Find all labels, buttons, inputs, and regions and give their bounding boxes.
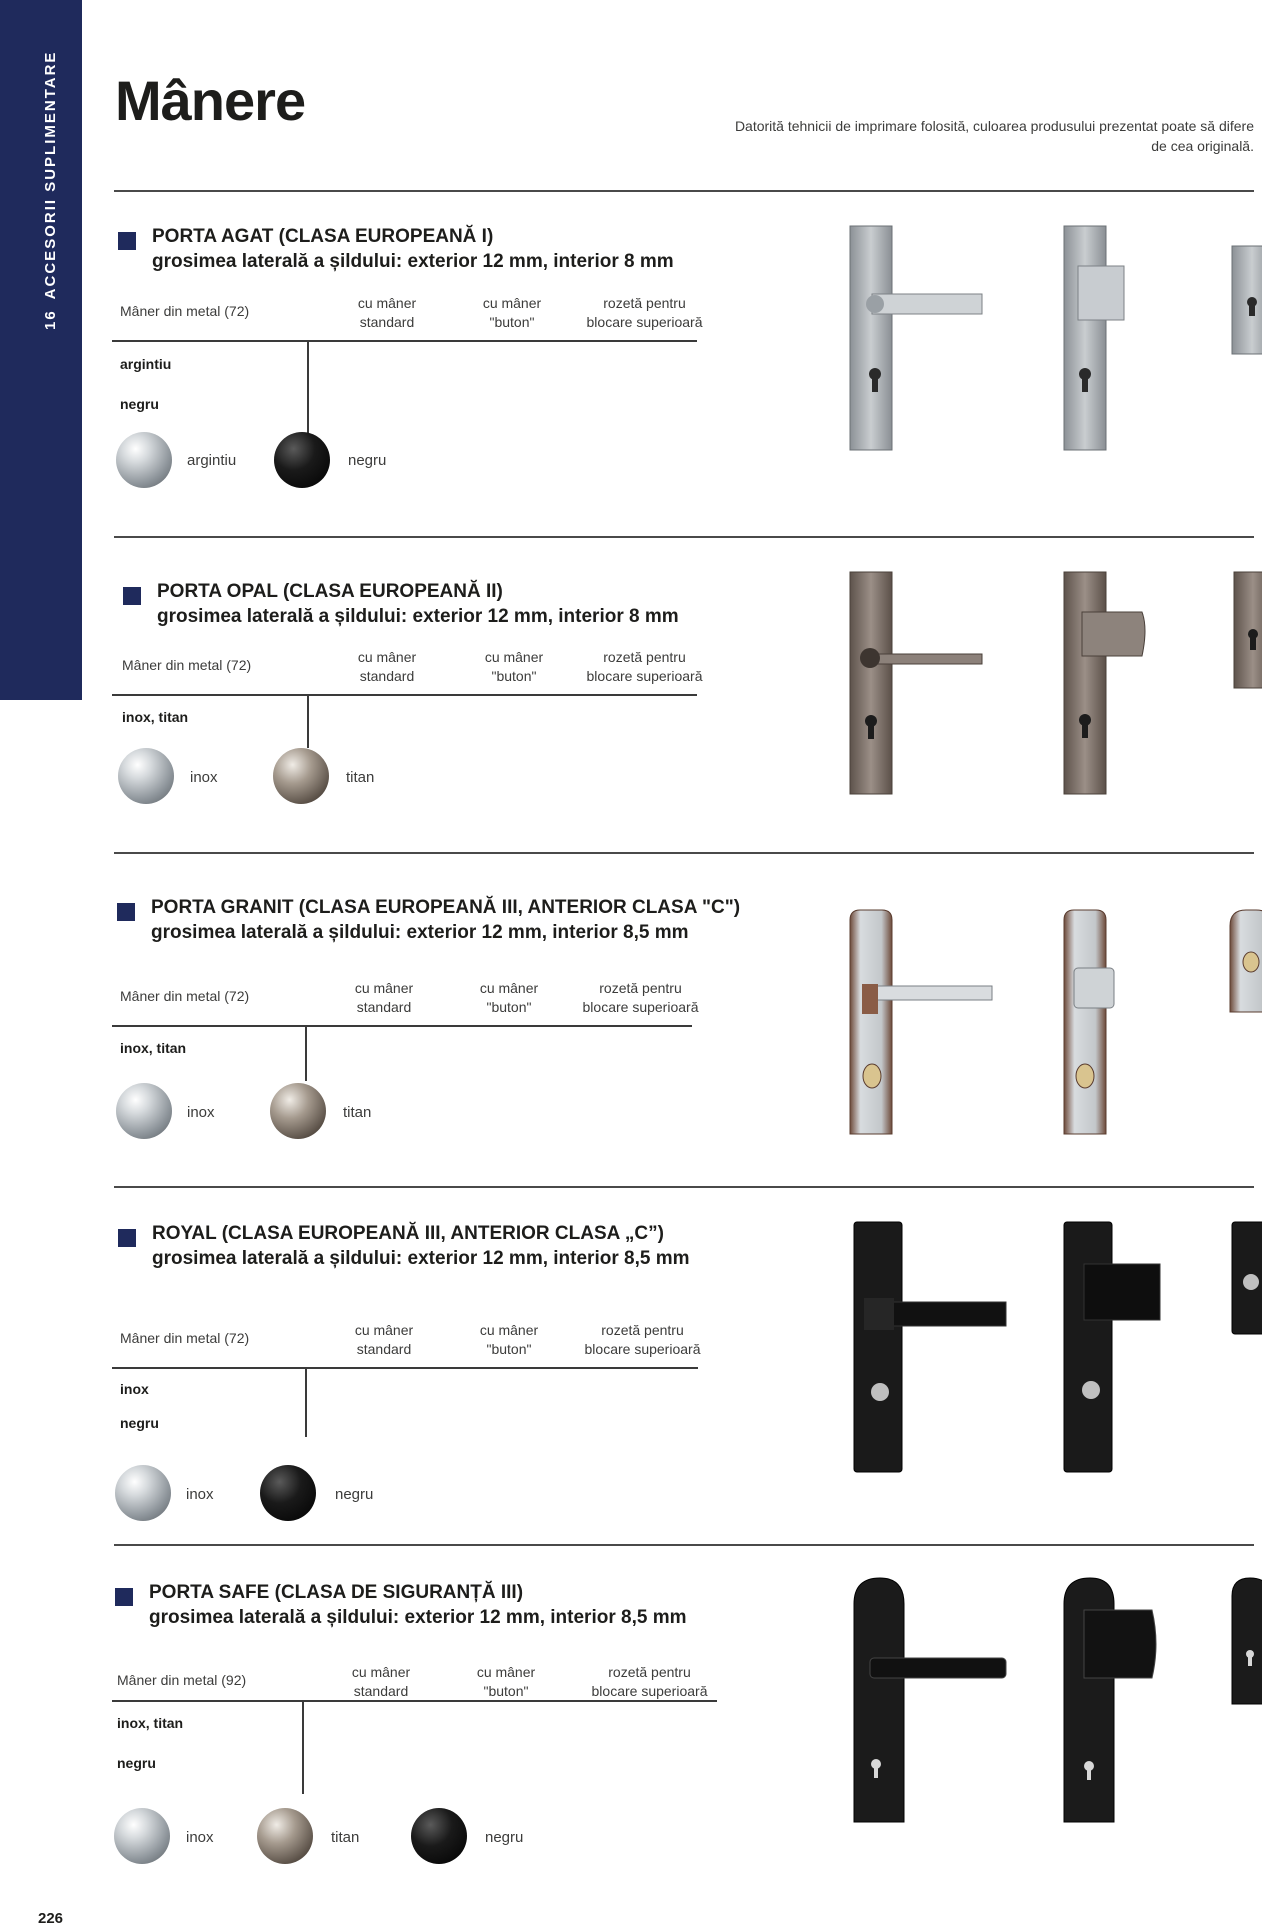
col-rozeta-line2: blocare superioară [584, 1341, 701, 1357]
col-rozeta-line1: rozetă pentru [608, 1664, 691, 1680]
print-color-notice: Datorită tehnicii de imprimare folosită, culoarea produsului prezentat poate să difere de cea originală. [734, 118, 1254, 154]
handle-images-porta-agat [842, 222, 1262, 458]
col-rozeta-line1: rozetă pentru [603, 649, 686, 665]
col-buton [462, 294, 562, 332]
swatch-label: negru [485, 1829, 524, 1846]
handle-images-porta-opal [842, 568, 1262, 798]
section-marker [115, 1588, 133, 1606]
col-rozeta [560, 1321, 725, 1359]
escutcheon-plate [854, 1578, 904, 1822]
knob-handle [1074, 968, 1114, 1008]
col-rozeta [562, 294, 727, 332]
col-buton [456, 1663, 556, 1701]
keyhole-slot [1087, 1768, 1091, 1780]
handle-images-porta-safe [846, 1574, 1262, 1826]
col-standard-line2: standard [356, 1341, 412, 1357]
keyhole-slot [874, 1766, 878, 1778]
swatch-inox [118, 748, 174, 804]
table-column-rule [305, 1025, 307, 1081]
section-marker [118, 1229, 136, 1247]
swatch-black [411, 1808, 467, 1864]
swatch-inox [115, 1465, 171, 1521]
col-buton-line1: cu mâner [479, 1322, 539, 1338]
lever-rose [864, 1298, 894, 1330]
keyhole-slot [1249, 304, 1255, 316]
swatch-label: inox [186, 1829, 214, 1846]
col-standard [337, 648, 437, 686]
chapter-number: 16 [42, 309, 59, 330]
material-label: Mâner din metal (72) [120, 303, 250, 319]
col-standard [337, 294, 437, 332]
product-subtitle: grosimea laterală a șildului: exterior 12 mm, interior 8 mm [152, 251, 674, 272]
knob-handle [1084, 1610, 1156, 1678]
escutcheon-plate [1064, 572, 1106, 794]
escutcheon-plate [1064, 1222, 1112, 1472]
section-marker [117, 903, 135, 921]
col-rozeta [562, 648, 727, 686]
col-rozeta-line1: rozetă pentru [599, 980, 682, 996]
swatch-titan [257, 1808, 313, 1864]
divider [114, 190, 1254, 192]
col-standard-line2: standard [359, 314, 415, 330]
standard-lever [864, 654, 982, 664]
col-standard-line1: cu mâner [354, 980, 414, 996]
col-standard-line1: cu mâner [354, 1322, 414, 1338]
col-standard-line1: cu mâner [357, 649, 417, 665]
swatch-titan [273, 748, 329, 804]
finish-row: inox, titan [122, 709, 189, 725]
divider [114, 852, 1254, 854]
section-marker [118, 232, 136, 250]
col-buton-line2: "buton" [486, 1341, 532, 1357]
escutcheon-plate [1064, 910, 1106, 1134]
product-title: PORTA AGAT (CLASA EUROPEANĂ I) [152, 226, 494, 247]
keyhole-icon [1243, 1274, 1259, 1290]
col-standard-line2: standard [356, 999, 412, 1015]
keyhole-slot [1082, 722, 1088, 738]
divider [114, 1186, 1254, 1188]
standard-lever [870, 1658, 1006, 1678]
finish-row: negru [117, 1755, 156, 1771]
table-rule [112, 340, 697, 342]
keyhole-slot [1250, 636, 1256, 650]
swatch-black [260, 1465, 316, 1521]
product-title: PORTA GRANIT (CLASA EUROPEANĂ III, ANTERIOR CLASA "C") [151, 897, 741, 918]
swatch-inox [114, 1808, 170, 1864]
col-buton [459, 979, 559, 1017]
product-subtitle: grosimea laterală a șildului: exterior 12 mm, interior 8 mm [157, 606, 679, 627]
security-rosette [1232, 1578, 1262, 1704]
col-standard-line1: cu mâner [351, 1664, 411, 1680]
material-label: Mâner din metal (72) [120, 988, 250, 1004]
col-buton-line1: cu mâner [484, 649, 544, 665]
swatch-label: negru [348, 452, 387, 469]
lever-rose [862, 984, 878, 1014]
finish-row: inox, titan [120, 1040, 187, 1056]
col-rozeta-line2: blocare superioară [582, 999, 699, 1015]
divider [114, 536, 1254, 538]
escutcheon-plate [850, 910, 892, 1134]
col-standard-line2: standard [353, 1683, 409, 1699]
swatch-label: titan [346, 769, 375, 786]
lever-rose [866, 295, 884, 313]
col-rozeta-line2: blocare superioară [591, 1683, 708, 1699]
table-column-rule [305, 1367, 307, 1437]
lever-rose [860, 648, 880, 668]
col-standard [331, 1663, 431, 1701]
col-rozeta-line1: rozetă pentru [601, 1322, 684, 1338]
keyhole-slot [868, 723, 874, 739]
standard-lever [872, 294, 982, 314]
col-rozeta [567, 1663, 732, 1701]
col-buton-line1: cu mâner [476, 1664, 536, 1680]
page-title: Mânere [115, 69, 306, 132]
table-rule [112, 694, 697, 696]
swatch-label: titan [331, 1829, 360, 1846]
chapter-title: ACCESORII SUPLIMENTARE [42, 50, 59, 300]
page-number: 226 [38, 1910, 64, 1927]
col-standard [334, 1321, 434, 1359]
col-buton-line2: "buton" [489, 314, 535, 330]
product-title: PORTA SAFE (CLASA DE SIGURANȚĂ III) [149, 1582, 524, 1603]
section-marker [123, 587, 141, 605]
product-title: ROYAL (CLASA EUROPEANĂ III, ANTERIOR CLASA „C”) [152, 1223, 664, 1244]
escutcheon-plate [850, 572, 892, 794]
swatch-titan [270, 1083, 326, 1139]
swatch-label: inox [187, 1104, 215, 1121]
knob-handle [1084, 1264, 1160, 1320]
finish-row: argintiu [120, 356, 172, 372]
security-rosette [1234, 572, 1262, 688]
col-buton-line2: "buton" [483, 1683, 529, 1699]
swatch-label: argintiu [187, 452, 237, 469]
col-rozeta [558, 979, 723, 1017]
col-buton [459, 1321, 559, 1359]
keyhole-icon [871, 1383, 889, 1401]
side-tab-label [42, 51, 59, 330]
finish-row: negru [120, 1415, 159, 1431]
swatch-label: negru [335, 1486, 374, 1503]
material-label: Mâner din metal (72) [120, 1330, 250, 1346]
keyhole-icon [1243, 952, 1259, 972]
table-column-rule [302, 1700, 304, 1794]
keyhole-slot [872, 376, 878, 392]
col-buton-line2: "buton" [486, 999, 532, 1015]
swatch-inox [116, 1083, 172, 1139]
side-tab [0, 0, 82, 700]
finish-row: inox [120, 1381, 149, 1397]
finish-row: negru [120, 396, 159, 412]
keyhole-icon [1082, 1381, 1100, 1399]
table-column-rule [307, 694, 309, 748]
keyhole-slot [1082, 376, 1088, 392]
swatch-black [274, 432, 330, 488]
keyhole-icon [1076, 1064, 1094, 1088]
keyhole-icon [863, 1064, 881, 1088]
product-subtitle: grosimea laterală a șildului: exterior 12 mm, interior 8,5 mm [151, 922, 689, 943]
col-buton-line2: "buton" [491, 668, 537, 684]
swatch-label: inox [186, 1486, 214, 1503]
product-title: PORTA OPAL (CLASA EUROPEANĂ II) [157, 581, 503, 602]
escutcheon-plate [854, 1222, 902, 1472]
col-rozeta-line2: blocare superioară [586, 314, 703, 330]
material-label: Mâner din metal (72) [122, 657, 252, 673]
col-standard [334, 979, 434, 1017]
col-standard-line1: cu mâner [357, 295, 417, 311]
knob-handle [1082, 612, 1145, 656]
security-rosette [1232, 246, 1262, 354]
table-rule [112, 1025, 692, 1027]
table-rule [112, 1700, 717, 1702]
col-buton-line1: cu mâner [479, 980, 539, 996]
col-standard-line2: standard [359, 668, 415, 684]
standard-lever [868, 986, 992, 1000]
table-rule [112, 1367, 698, 1369]
col-buton-line1: cu mâner [482, 295, 542, 311]
material-label: Mâner din metal (92) [117, 1672, 247, 1688]
col-rozeta-line2: blocare superioară [586, 668, 703, 684]
product-subtitle: grosimea laterală a șildului: exterior 12 mm, interior 8,5 mm [152, 1248, 690, 1269]
col-buton [464, 648, 564, 686]
col-rozeta-line1: rozetă pentru [603, 295, 686, 311]
handle-images-royal [848, 1218, 1262, 1474]
swatch-label: inox [190, 769, 218, 786]
swatch-silver [116, 432, 172, 488]
keyhole-slot [1248, 1656, 1252, 1666]
finish-row: inox, titan [117, 1715, 184, 1731]
handle-images-porta-granit [842, 906, 1262, 1142]
escutcheon-plate [850, 226, 892, 450]
divider [114, 1544, 1254, 1546]
product-subtitle: grosimea laterală a șildului: exterior 12 mm, interior 8,5 mm [149, 1607, 687, 1628]
knob-handle [1078, 266, 1124, 320]
escutcheon-plate [1064, 226, 1106, 450]
swatch-label: titan [343, 1104, 372, 1121]
